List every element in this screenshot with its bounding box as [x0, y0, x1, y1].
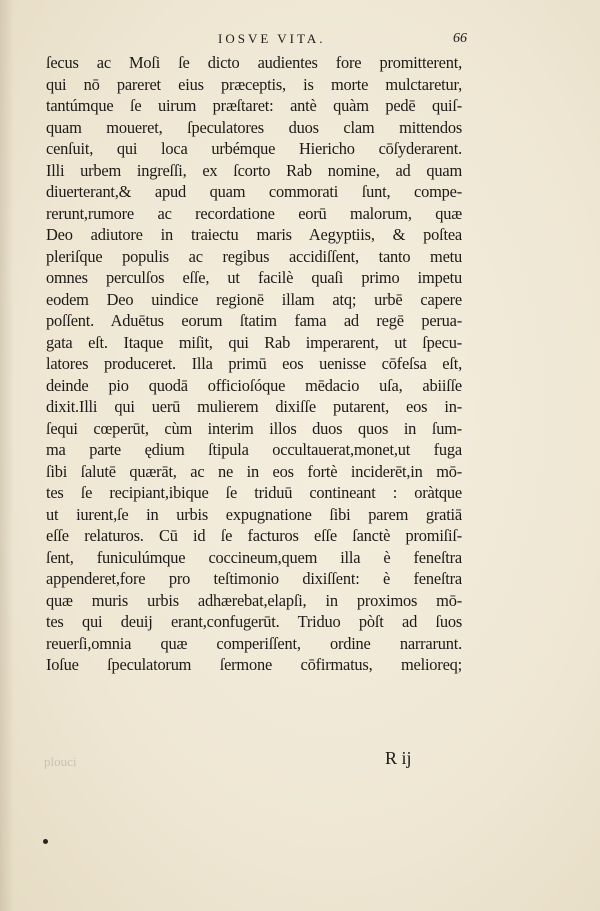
page-gutter-shadow — [0, 0, 14, 911]
text-line: ſecus ac Moſi ſe dicto audientes fore promitterent, — [46, 53, 462, 72]
text-line: reuerſi,omnia quæ comperiſſent, ordine narrarunt. — [46, 633, 462, 653]
text-line: appenderet,fore pro teſtimonio dixiſſent: è feneſtra — [46, 569, 462, 588]
text-line: ut iurent,ſe in urbis expugnatione ſibi parem gratiā — [46, 504, 462, 524]
text-line: diuerterant,& apud quam commorati ſunt, compe- — [46, 182, 462, 201]
text-line: eodem Deo uindice regionē illam atq; urbē capere — [46, 289, 462, 309]
text-line: qui nō pareret eius præceptis, is morte mulctaretur, — [46, 74, 462, 94]
text-line: ſequi cœperūt, cùm interim illos duos quos in ſum- — [46, 418, 462, 438]
text-line: cenſuit, qui loca urbémque Hiericho cōſyderarent. — [46, 139, 462, 158]
text-line: tes ſe recipiant,ibique ſe triduū contineant : oràtque — [46, 483, 462, 502]
show-through-text: plouci — [44, 754, 77, 769]
text-line: dixit.Illi qui uerū mulierem dixiſſe putarent, eos in- — [46, 397, 462, 416]
text-line: omnes perculſos eſſe, ut facilè quaſi primo impetu — [46, 268, 462, 287]
text-line: tantúmque ſe uirum præſtaret: antè quàm pedē quiſ- — [46, 96, 462, 115]
text-line: quam moueret, ſpeculatores duos clam mittendos — [46, 117, 462, 137]
text-line: Ioſue ſpeculatorum ſermone cōfirmatus, melioreq; — [46, 655, 462, 674]
text-line: ſent, funiculúmque coccineum,quem illa è feneſtra — [46, 547, 462, 567]
text-line: poſſent. Aduētus eorum ſtatim fama ad regē perua- — [46, 311, 462, 330]
page-number: 66 — [453, 31, 467, 46]
running-title: IOSVE VITA. — [218, 31, 326, 46]
text-line: eſſe relaturos. Cū id ſe facturos eſſe ſanctè promiſiſ- — [46, 526, 462, 545]
text-line: ma parte ędium ſtipula occultauerat,monet,ut fuga — [46, 440, 462, 459]
text-line: gata eſt. Itaque miſit, qui Rab imperarent, ut ſpecu- — [46, 332, 462, 352]
text-line: ſibi ſalutē quærāt, ac ne in eos fortè inciderēt,in mō- — [46, 461, 462, 481]
text-line: quæ muris urbis adhærebat,elapſi, in proximos mō- — [46, 590, 462, 610]
text-line: Illi urbem ingreſſi, ex ſcorto Rab nomine, ad quam — [46, 160, 462, 180]
text-line: Deo adiutore in traiectu maris Aegyptiis, & poſtea — [46, 225, 462, 244]
text-line: pleriſque populis ac regibus accidiſſent, tanto metu — [46, 246, 462, 266]
text-line: deinde pio quodā officioſóque mēdacio uſa, abiiſſe — [46, 375, 462, 395]
signature-mark: R ij — [385, 748, 412, 768]
text-block — [46, 52, 462, 676]
ink-spot — [43, 839, 48, 844]
text-line: rerunt,rumore ac recordatione eorū malorum, quæ — [46, 203, 462, 223]
text-line: tes qui deuij erant,confugerūt. Triduo pòſt ad ſuos — [46, 612, 462, 631]
text-line: latores produceret. Illa primū eos uenisse cōfeſsa eſt, — [46, 354, 462, 373]
